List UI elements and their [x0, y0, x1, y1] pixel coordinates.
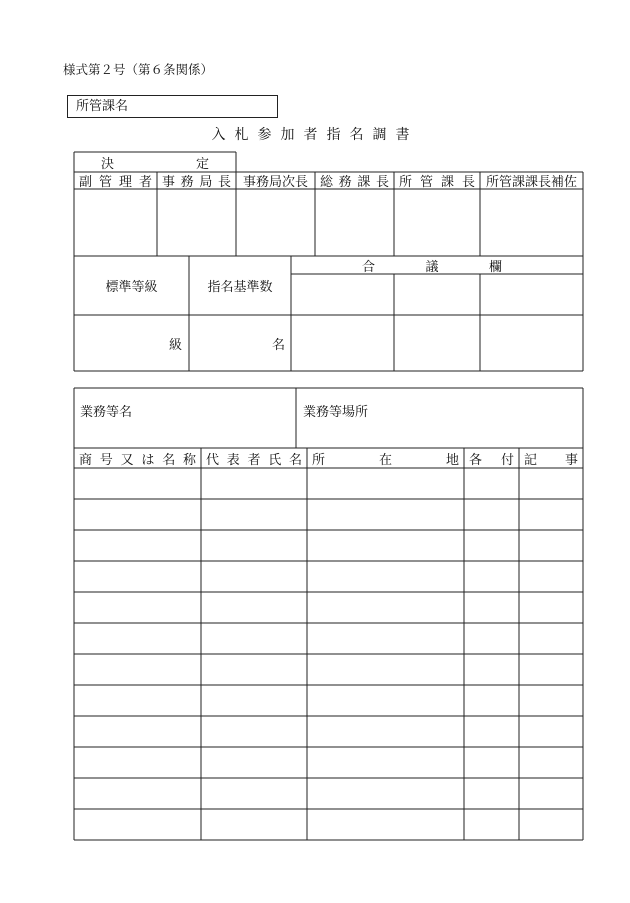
work-table-cell[interactable]	[202, 469, 306, 498]
approval-role-3	[241, 172, 310, 189]
approval-role-4	[320, 172, 389, 189]
work-column-header-1-char: は	[141, 452, 155, 468]
work-table-cell[interactable]	[75, 655, 200, 684]
work-column-header-5	[524, 448, 578, 468]
work-table-cell[interactable]	[465, 531, 518, 560]
work-column-header-3-char: 在	[378, 452, 392, 468]
work-table-cell[interactable]	[75, 562, 200, 591]
work-table-cell[interactable]	[308, 717, 463, 746]
approval-role-4-char: 課	[357, 175, 371, 190]
work-table-cell[interactable]	[308, 779, 463, 808]
work-table-cell[interactable]	[520, 748, 582, 777]
work-table-cell[interactable]	[465, 748, 518, 777]
work-table-cell[interactable]	[202, 624, 306, 653]
work-table-cell[interactable]	[75, 779, 200, 808]
work-table-cell[interactable]	[75, 686, 200, 715]
approval-role-4-char: 総	[320, 175, 334, 190]
approval-role-2	[162, 172, 231, 189]
work-table-cell[interactable]	[75, 469, 200, 498]
approval-role-2-char: 長	[217, 175, 231, 190]
work-name-label	[80, 388, 280, 433]
grade-unit	[74, 315, 182, 371]
work-table-cell[interactable]	[465, 593, 518, 622]
approval-role-1	[79, 172, 152, 189]
work-table-cell[interactable]	[308, 531, 463, 560]
decision-label-char: 定	[195, 156, 209, 172]
document-title: 入札参加者指名調書	[211, 127, 419, 143]
count-unit	[189, 315, 285, 371]
work-table-cell[interactable]	[520, 686, 582, 715]
work-table-cell[interactable]	[308, 469, 463, 498]
consultation-label-char: 合	[362, 259, 376, 275]
work-column-header-2-char: 表	[226, 452, 240, 468]
approval-role-5-char: 長	[461, 175, 475, 190]
work-table-cell[interactable]	[202, 500, 306, 529]
work-table-cell[interactable]	[308, 686, 463, 715]
work-column-header-3-char: 地	[445, 452, 459, 468]
work-table-cell[interactable]	[308, 748, 463, 777]
work-table-cell[interactable]	[520, 655, 582, 684]
consultation-label-char: 議	[425, 259, 439, 275]
work-column-header-2-char: 者	[247, 452, 261, 468]
work-table-cell[interactable]	[202, 779, 306, 808]
work-table-cell[interactable]	[308, 593, 463, 622]
work-table-cell[interactable]	[308, 624, 463, 653]
work-column-header-1-char: 号	[99, 452, 113, 468]
consultation-label-char: 欄	[488, 259, 502, 275]
approval-role-2-char: 事	[162, 175, 176, 190]
approval-role-5	[399, 172, 475, 189]
work-column-header-1-char: 又	[120, 452, 134, 468]
work-table-cell[interactable]	[520, 810, 582, 839]
work-column-header-1-char: 商	[79, 452, 93, 468]
nomination-count-label	[189, 256, 291, 315]
standard-grade-label-char: 標準等級	[105, 280, 158, 295]
work-table-cell[interactable]	[308, 810, 463, 839]
approval-role-2-char: 務	[180, 175, 194, 190]
decision-label-char: 決	[101, 156, 115, 172]
work-column-header-1	[79, 448, 196, 468]
form-number: 様式第２号（第６条関係）	[63, 62, 214, 77]
nomination-count-label-char: 指名基準数	[207, 280, 273, 295]
work-table-cell[interactable]	[202, 686, 306, 715]
work-name-label-char: 業務等名	[80, 405, 133, 420]
approval-role-5-char: 課	[440, 175, 454, 190]
work-table-cell[interactable]	[520, 593, 582, 622]
approval-role-1-char: 理	[118, 175, 132, 190]
work-table-cell[interactable]	[202, 810, 306, 839]
work-table-cell[interactable]	[520, 500, 582, 529]
work-table-cell[interactable]	[202, 562, 306, 591]
work-column-header-5-char: 事	[564, 452, 578, 468]
work-column-header-1-char: 名	[162, 452, 176, 468]
approval-role-4-char: 務	[338, 175, 352, 190]
approval-role-1-char: 者	[138, 175, 152, 190]
work-table-cell[interactable]	[465, 655, 518, 684]
approval-role-5-char: 管	[419, 175, 433, 190]
work-table-cell[interactable]	[465, 562, 518, 591]
work-table-cell[interactable]	[520, 562, 582, 591]
work-column-header-5-char: 記	[524, 452, 538, 468]
work-table-cell[interactable]	[75, 593, 200, 622]
grade-unit-char: 級	[168, 337, 182, 353]
work-table-cell[interactable]	[465, 686, 518, 715]
approval-role-6-char: 所管課課長補佐	[485, 175, 577, 190]
work-table-cell[interactable]	[75, 810, 200, 839]
work-column-header-2-char: 氏	[268, 452, 282, 468]
work-table-cell[interactable]	[202, 531, 306, 560]
work-column-header-4-char: 付	[500, 452, 514, 468]
work-column-header-4-char: 各	[469, 452, 483, 468]
work-column-header-2	[206, 448, 302, 468]
decision-label	[101, 152, 209, 172]
work-table-cell[interactable]	[520, 717, 582, 746]
dept-name-label: 所管課名	[76, 99, 129, 114]
work-column-header-2-char: 名	[288, 452, 302, 468]
work-table-cell[interactable]	[465, 500, 518, 529]
work-table-cell[interactable]	[520, 469, 582, 498]
work-table-cell[interactable]	[465, 779, 518, 808]
work-table-cell[interactable]	[465, 469, 518, 498]
consultation-label	[362, 256, 502, 274]
approval-role-4-char: 長	[375, 175, 389, 190]
work-table-cell[interactable]	[308, 655, 463, 684]
work-table-cell[interactable]	[75, 500, 200, 529]
approval-role-5-char: 所	[399, 175, 413, 190]
work-table-cell[interactable]	[308, 562, 463, 591]
work-column-header-4	[469, 448, 514, 468]
work-location-label	[303, 388, 503, 433]
count-unit-char: 名	[271, 337, 285, 353]
work-column-header-2-char: 代	[206, 452, 220, 468]
work-table-cell[interactable]	[520, 531, 582, 560]
work-table-cell[interactable]	[75, 531, 200, 560]
work-table-cell[interactable]	[465, 810, 518, 839]
work-table-cell[interactable]	[75, 717, 200, 746]
approval-role-1-char: 副	[79, 175, 93, 190]
work-column-header-1-char: 称	[182, 452, 196, 468]
work-table-cell[interactable]	[202, 748, 306, 777]
work-location-label-char: 業務等場所	[303, 405, 369, 420]
standard-grade-label	[74, 256, 189, 315]
work-column-header-3-char: 所	[312, 452, 326, 468]
work-table-cell[interactable]	[202, 655, 306, 684]
approval-role-1-char: 管	[98, 175, 112, 190]
approval-role-2-char: 局	[199, 175, 213, 190]
work-table-cell[interactable]	[308, 500, 463, 529]
work-table-cell[interactable]	[465, 624, 518, 653]
work-table-cell[interactable]	[202, 593, 306, 622]
work-table-cell[interactable]	[202, 717, 306, 746]
work-column-header-3	[312, 448, 459, 468]
approval-role-6	[485, 172, 578, 189]
work-table-cell[interactable]	[520, 779, 582, 808]
work-table-cell[interactable]	[75, 624, 200, 653]
work-table-cell[interactable]	[465, 717, 518, 746]
work-table-cell[interactable]	[520, 624, 582, 653]
approval-role-3-char: 事務局次長	[242, 175, 308, 190]
work-table-cell[interactable]	[75, 748, 200, 777]
